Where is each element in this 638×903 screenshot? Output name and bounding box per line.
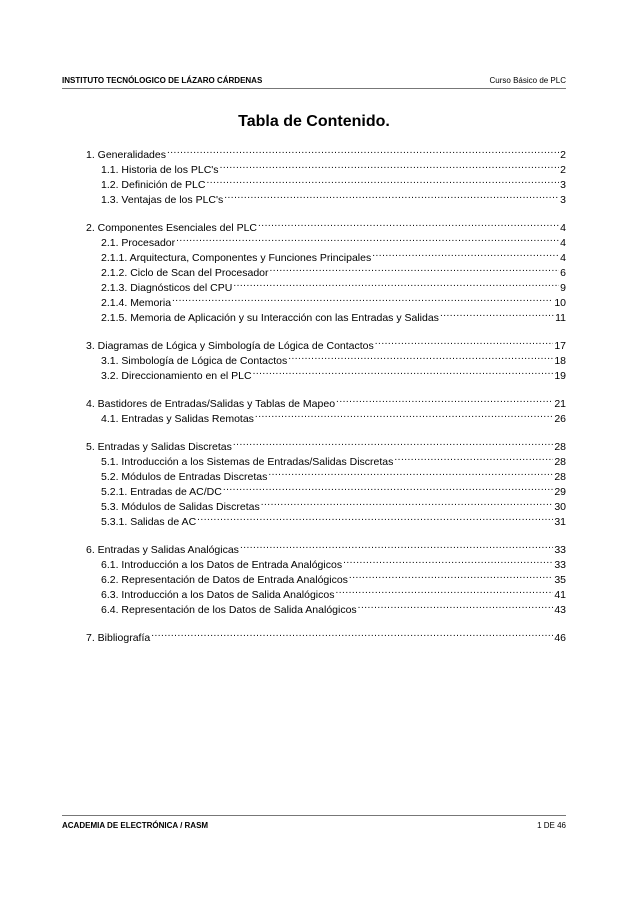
toc-dot-leader [233, 276, 559, 291]
toc-dot-leader [240, 538, 553, 553]
table-of-contents [86, 143, 566, 654]
toc-dot-leader [255, 407, 553, 422]
toc-dot-leader [336, 392, 553, 407]
toc-entry-label: 6. Entradas y Salidas Analógicas [86, 544, 239, 556]
toc-dot-leader [358, 598, 554, 613]
toc-entry-label: 1.3. Ventajas de los PLC's [101, 194, 224, 206]
toc-section [86, 334, 566, 382]
toc-page-number: 33 [554, 544, 566, 556]
toc-dot-leader [206, 173, 559, 188]
toc-entry-label: 1. Generalidades [86, 149, 166, 161]
toc-entry-label: 1.2. Definición de PLC [101, 179, 206, 191]
toc-page-number: 3 [560, 194, 566, 206]
toc-dot-leader [224, 188, 559, 203]
toc-page-number: 31 [554, 516, 566, 528]
toc-dot-leader [167, 143, 559, 158]
toc-entry-label: 4.1. Entradas y Salidas Remotas [101, 413, 254, 425]
toc-page-number: 2 [560, 149, 566, 161]
toc-dot-leader [172, 291, 553, 306]
page-header [62, 74, 566, 89]
toc-entry-label: 2.1.5. Memoria de Aplicación y su Interacción con las Entradas y Salidas [101, 312, 439, 324]
toc-dot-leader [151, 626, 553, 641]
toc-page-number: 3 [560, 179, 566, 191]
toc-page-number: 10 [554, 297, 566, 309]
toc-page-number: 43 [554, 604, 566, 616]
toc-dot-leader [223, 480, 553, 495]
toc-page-number: 17 [554, 340, 566, 352]
toc-entry[interactable] [86, 392, 566, 410]
toc-dot-leader [220, 158, 560, 173]
toc-entry-label: 4. Bastidores de Entradas/Salidas y Tablas de Mapeo [86, 398, 336, 410]
toc-page-number: 21 [554, 398, 566, 410]
toc-entry-label: 6.1. Introducción a los Datos de Entrada Analógicos [101, 559, 343, 571]
toc-page-number: 19 [554, 370, 566, 382]
toc-entry[interactable] [86, 334, 566, 352]
toc-page-number: 41 [554, 589, 566, 601]
toc-section [86, 216, 566, 324]
toc-entry-label: 2.1.3. Diagnósticos del CPU [101, 282, 233, 294]
page-title: Tabla de Contenido. [238, 113, 390, 130]
toc-entry-label: 5.3.1. Salidas de AC [101, 516, 197, 528]
header-course: Curso Básico de PLC [489, 76, 566, 85]
toc-page-number: 2 [560, 164, 566, 176]
toc-dot-leader [253, 364, 554, 379]
toc-dot-leader [288, 349, 553, 364]
toc-entry-label: 5.3. Módulos de Salidas Discretas [101, 501, 260, 513]
toc-page-number: 28 [554, 456, 566, 468]
toc-section [86, 143, 566, 206]
toc-entry-label: 2.1.2. Ciclo de Scan del Procesador [101, 267, 269, 279]
toc-section [86, 538, 566, 616]
toc-page-number: 18 [554, 355, 566, 367]
toc-page-number: 28 [554, 471, 566, 483]
toc-entry[interactable] [86, 626, 566, 644]
toc-dot-leader [261, 495, 554, 510]
toc-page-number: 28 [554, 441, 566, 453]
footer-page-number: 1 DE 46 [537, 821, 566, 830]
toc-dot-leader [372, 246, 559, 261]
toc-entry-label: 1.1. Historia de los PLC's [101, 164, 219, 176]
toc-page-number: 33 [554, 559, 566, 571]
toc-page-number: 11 [555, 312, 566, 324]
toc-dot-leader [233, 435, 553, 450]
toc-dot-leader [394, 450, 553, 465]
toc-entry-label: 6.3. Introducción a los Datos de Salida Analógicos [101, 589, 335, 601]
header-institution: INSTITUTO TECNÓLOGICO DE LÁZARO CÁRDENAS [62, 76, 263, 85]
toc-page-number: 4 [560, 237, 566, 249]
toc-page-number: 35 [554, 574, 566, 586]
footer-academy: ACADEMIA DE ELECTRÓNICA / RASM [62, 821, 209, 830]
toc-entry-label: 5. Entradas y Salidas Discretas [86, 441, 232, 453]
toc-entry-label: 7. Bibliografía [86, 632, 151, 644]
toc-section [86, 435, 566, 528]
toc-entry-label: 2.1.1. Arquitectura, Componentes y Funciones Principales [101, 252, 372, 264]
toc-dot-leader [258, 216, 559, 231]
toc-entry-label: 3. Diagramas de Lógica y Simbología de Lógica de Contactos [86, 340, 374, 352]
toc-entry-label: 6.4. Representación de los Datos de Salida Analógicos [101, 604, 357, 616]
toc-dot-leader [268, 465, 553, 480]
toc-dot-leader [440, 306, 554, 321]
toc-dot-leader [335, 583, 553, 598]
toc-entry[interactable] [86, 143, 566, 161]
toc-page-number: 4 [560, 252, 566, 264]
toc-dot-leader [197, 510, 553, 525]
toc-entry-label: 5.1. Introducción a los Sistemas de Entradas/Salidas Discretas [101, 456, 394, 468]
toc-section [86, 626, 566, 644]
toc-dot-leader [343, 553, 553, 568]
toc-page-number: 30 [554, 501, 566, 513]
toc-entry-label: 3.2. Direccionamiento en el PLC [101, 370, 252, 382]
toc-page-number: 26 [554, 413, 566, 425]
toc-entry-label: 5.2. Módulos de Entradas Discretas [101, 471, 268, 483]
toc-page-number: 4 [560, 222, 566, 234]
toc-page-number: 6 [560, 267, 566, 279]
toc-entry-label: 2.1.4. Memoria [101, 297, 172, 309]
toc-dot-leader [375, 334, 554, 349]
toc-dot-leader [270, 261, 560, 276]
toc-page-number: 9 [560, 282, 566, 294]
toc-entry[interactable] [86, 216, 566, 234]
toc-page-number: 29 [554, 486, 566, 498]
toc-entry[interactable] [86, 538, 566, 556]
toc-entry[interactable] [86, 435, 566, 453]
toc-entry-label: 6.2. Representación de Datos de Entrada Analógicos [101, 574, 348, 586]
toc-entry-label: 3.1. Simbología de Lógica de Contactos [101, 355, 288, 367]
toc-entry-label: 2. Componentes Esenciales del PLC [86, 222, 258, 234]
toc-page-number: 46 [554, 632, 566, 644]
page-footer [62, 815, 566, 830]
toc-dot-leader [349, 568, 553, 583]
toc-entry-label: 5.2.1. Entradas de AC/DC [101, 486, 222, 498]
toc-dot-leader [176, 231, 559, 246]
toc-entry-label: 2.1. Procesador [101, 237, 176, 249]
toc-section [86, 392, 566, 425]
